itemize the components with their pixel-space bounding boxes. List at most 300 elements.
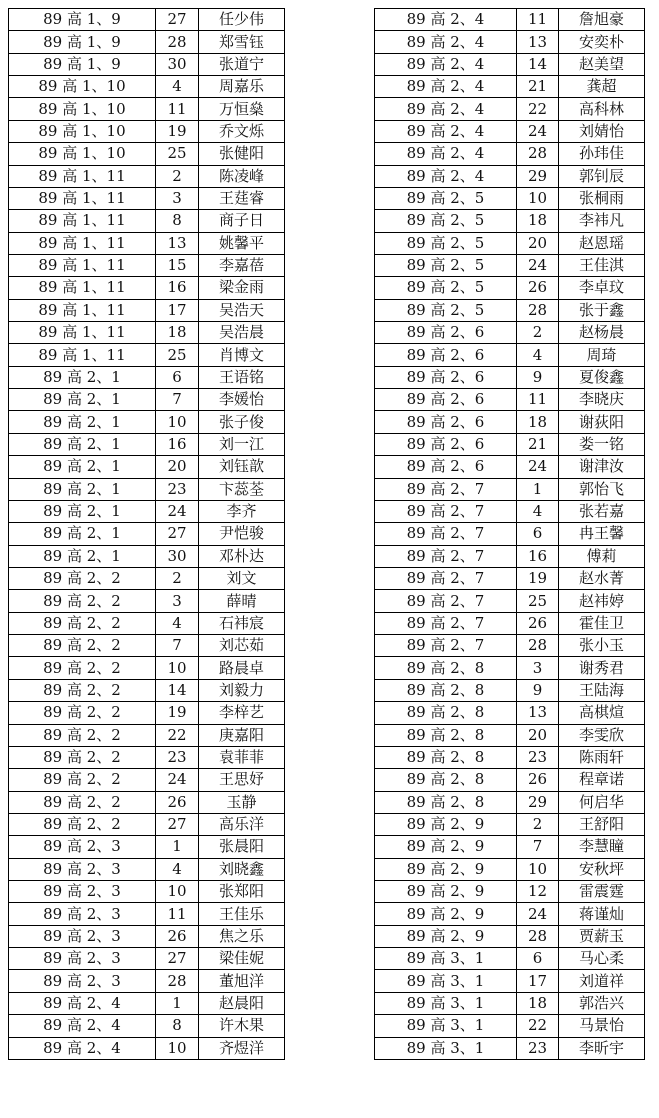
class-cell: 89 高 2、3 — [9, 925, 156, 947]
name-cell: 娄一铭 — [559, 433, 645, 455]
table-row — [9, 76, 285, 98]
name-cell: 孙玮佳 — [559, 143, 645, 165]
number-cell: 21 — [517, 433, 559, 455]
class-cell: 89 高 2、2 — [9, 791, 156, 813]
number-cell: 20 — [517, 232, 559, 254]
class-cell: 89 高 2、9 — [375, 881, 517, 903]
number-cell: 29 — [517, 165, 559, 187]
class-cell: 89 高 2、1 — [9, 366, 156, 388]
table-row — [9, 523, 285, 545]
name-cell: 齐煜洋 — [199, 1037, 285, 1059]
table-row — [9, 612, 285, 634]
class-cell: 89 高 1、11 — [9, 322, 156, 344]
table-row — [375, 1015, 645, 1037]
table-row — [375, 254, 645, 276]
name-cell: 李慧瞳 — [559, 836, 645, 858]
table-row — [375, 858, 645, 880]
name-cell: 刘芯茹 — [199, 635, 285, 657]
table-row — [9, 948, 285, 970]
table-row — [375, 210, 645, 232]
number-cell: 4 — [517, 500, 559, 522]
table-row — [375, 567, 645, 589]
table-row — [9, 478, 285, 500]
number-cell: 28 — [517, 299, 559, 321]
number-cell: 26 — [156, 925, 199, 947]
name-cell: 尹恺骏 — [199, 523, 285, 545]
name-cell: 周琦 — [559, 344, 645, 366]
number-cell: 27 — [156, 523, 199, 545]
name-cell: 陈雨轩 — [559, 746, 645, 768]
table-row — [375, 433, 645, 455]
name-cell: 陈凌峰 — [199, 165, 285, 187]
table-row — [375, 9, 645, 31]
table-row — [9, 590, 285, 612]
number-cell: 23 — [156, 746, 199, 768]
class-cell: 89 高 1、11 — [9, 277, 156, 299]
table-row — [375, 344, 645, 366]
name-cell: 王语铭 — [199, 366, 285, 388]
name-cell: 玉静 — [199, 791, 285, 813]
table-row — [9, 254, 285, 276]
number-cell: 26 — [517, 612, 559, 634]
number-cell: 13 — [517, 702, 559, 724]
number-cell: 16 — [156, 277, 199, 299]
table-row — [375, 456, 645, 478]
number-cell: 1 — [156, 992, 199, 1014]
class-cell: 89 高 2、1 — [9, 389, 156, 411]
name-cell: 刘一江 — [199, 433, 285, 455]
name-cell: 安奕朴 — [559, 31, 645, 53]
class-cell: 89 高 2、1 — [9, 478, 156, 500]
class-cell: 89 高 2、8 — [375, 679, 517, 701]
name-cell: 刘婧怡 — [559, 120, 645, 142]
table-row — [375, 31, 645, 53]
class-cell: 89 高 1、11 — [9, 254, 156, 276]
class-cell: 89 高 1、9 — [9, 53, 156, 75]
table-row — [375, 903, 645, 925]
name-cell: 赵袆婷 — [559, 590, 645, 612]
left-table-body — [9, 9, 285, 1060]
class-cell: 89 高 2、8 — [375, 724, 517, 746]
name-cell: 蒋谨灿 — [559, 903, 645, 925]
table-row — [9, 143, 285, 165]
name-cell: 李媛怡 — [199, 389, 285, 411]
table-row — [375, 813, 645, 835]
table-row — [9, 635, 285, 657]
number-cell: 14 — [517, 53, 559, 75]
name-cell: 王莛睿 — [199, 187, 285, 209]
table-row — [9, 210, 285, 232]
class-cell: 89 高 2、2 — [9, 567, 156, 589]
class-cell: 89 高 2、3 — [9, 858, 156, 880]
table-row — [375, 702, 645, 724]
number-cell: 18 — [517, 992, 559, 1014]
name-cell: 郭怡飞 — [559, 478, 645, 500]
class-cell: 89 高 2、8 — [375, 769, 517, 791]
class-cell: 89 高 2、5 — [375, 232, 517, 254]
class-cell: 89 高 2、2 — [9, 679, 156, 701]
class-cell: 89 高 1、10 — [9, 120, 156, 142]
number-cell: 7 — [517, 836, 559, 858]
name-cell: 王陆海 — [559, 679, 645, 701]
class-cell: 89 高 2、2 — [9, 657, 156, 679]
name-cell: 王佳乐 — [199, 903, 285, 925]
number-cell: 13 — [517, 31, 559, 53]
name-cell: 张道宁 — [199, 53, 285, 75]
name-cell: 赵杨晨 — [559, 322, 645, 344]
name-cell: 张小玉 — [559, 635, 645, 657]
name-cell: 万恒燊 — [199, 98, 285, 120]
number-cell: 19 — [156, 120, 199, 142]
number-cell: 18 — [517, 210, 559, 232]
number-cell: 28 — [517, 635, 559, 657]
name-cell: 郭钊辰 — [559, 165, 645, 187]
class-cell: 89 高 2、5 — [375, 254, 517, 276]
number-cell: 22 — [517, 1015, 559, 1037]
class-cell: 89 高 2、9 — [375, 903, 517, 925]
number-cell: 27 — [156, 9, 199, 31]
name-cell: 刘道祥 — [559, 970, 645, 992]
number-cell: 12 — [517, 881, 559, 903]
class-cell: 89 高 1、9 — [9, 9, 156, 31]
class-cell: 89 高 2、6 — [375, 366, 517, 388]
number-cell: 10 — [156, 657, 199, 679]
name-cell: 张子俊 — [199, 411, 285, 433]
name-cell: 李雯欣 — [559, 724, 645, 746]
table-row — [9, 769, 285, 791]
table-row — [375, 187, 645, 209]
class-cell: 89 高 1、9 — [9, 31, 156, 53]
name-cell: 郑雪钰 — [199, 31, 285, 53]
name-cell: 高乐洋 — [199, 813, 285, 835]
table-row — [9, 970, 285, 992]
name-cell: 姚馨平 — [199, 232, 285, 254]
number-cell: 10 — [156, 881, 199, 903]
table-row — [375, 120, 645, 142]
number-cell: 13 — [156, 232, 199, 254]
table-row — [375, 769, 645, 791]
class-cell: 89 高 2、5 — [375, 187, 517, 209]
number-cell: 23 — [517, 1037, 559, 1059]
table-row — [9, 903, 285, 925]
class-cell: 89 高 1、11 — [9, 187, 156, 209]
number-cell: 4 — [156, 612, 199, 634]
number-cell: 27 — [156, 948, 199, 970]
table-row — [9, 366, 285, 388]
class-cell: 89 高 2、3 — [9, 970, 156, 992]
table-row — [9, 1037, 285, 1059]
name-cell: 赵美望 — [559, 53, 645, 75]
name-cell: 何启华 — [559, 791, 645, 813]
class-cell: 89 高 3、1 — [375, 1015, 517, 1037]
table-row — [375, 612, 645, 634]
number-cell: 8 — [156, 210, 199, 232]
table-row — [9, 411, 285, 433]
number-cell: 7 — [156, 389, 199, 411]
name-cell: 周嘉乐 — [199, 76, 285, 98]
class-cell: 89 高 2、2 — [9, 590, 156, 612]
table-row — [9, 456, 285, 478]
name-cell: 马景怡 — [559, 1015, 645, 1037]
number-cell: 10 — [517, 187, 559, 209]
number-cell: 22 — [156, 724, 199, 746]
name-cell: 李卓玟 — [559, 277, 645, 299]
class-cell: 89 高 2、3 — [9, 903, 156, 925]
table-row — [375, 98, 645, 120]
number-cell: 11 — [156, 98, 199, 120]
class-cell: 89 高 2、4 — [375, 165, 517, 187]
class-cell: 89 高 2、2 — [9, 769, 156, 791]
name-cell: 夏俊鑫 — [559, 366, 645, 388]
name-cell: 谢秀君 — [559, 657, 645, 679]
table-row — [375, 746, 645, 768]
table-row — [375, 992, 645, 1014]
name-cell: 贾薪玉 — [559, 925, 645, 947]
table-row — [375, 948, 645, 970]
table-row — [9, 389, 285, 411]
table-row — [9, 120, 285, 142]
class-cell: 89 高 2、9 — [375, 813, 517, 835]
number-cell: 11 — [517, 9, 559, 31]
name-cell: 任少伟 — [199, 9, 285, 31]
number-cell: 10 — [517, 858, 559, 880]
table-row — [9, 9, 285, 31]
class-cell: 89 高 2、4 — [9, 1015, 156, 1037]
class-cell: 89 高 2、6 — [375, 433, 517, 455]
number-cell: 21 — [517, 76, 559, 98]
class-cell: 89 高 2、7 — [375, 635, 517, 657]
class-cell: 89 高 2、1 — [9, 456, 156, 478]
class-cell: 89 高 2、5 — [375, 299, 517, 321]
number-cell: 28 — [156, 31, 199, 53]
class-cell: 89 高 2、6 — [375, 322, 517, 344]
class-cell: 89 高 2、2 — [9, 635, 156, 657]
class-cell: 89 高 1、10 — [9, 98, 156, 120]
number-cell: 19 — [517, 567, 559, 589]
number-cell: 26 — [517, 769, 559, 791]
table-row — [9, 299, 285, 321]
class-cell: 89 高 2、7 — [375, 612, 517, 634]
class-cell: 89 高 2、8 — [375, 791, 517, 813]
name-cell: 肖博文 — [199, 344, 285, 366]
class-cell: 89 高 2、5 — [375, 277, 517, 299]
table-row — [9, 344, 285, 366]
table-row — [9, 881, 285, 903]
number-cell: 15 — [156, 254, 199, 276]
table-row — [375, 411, 645, 433]
class-cell: 89 高 2、1 — [9, 433, 156, 455]
number-cell: 20 — [156, 456, 199, 478]
name-cell: 商子日 — [199, 210, 285, 232]
number-cell: 28 — [156, 970, 199, 992]
number-cell: 29 — [517, 791, 559, 813]
table-row — [9, 791, 285, 813]
number-cell: 6 — [517, 948, 559, 970]
number-cell: 28 — [517, 143, 559, 165]
number-cell: 16 — [517, 545, 559, 567]
class-cell: 89 高 2、1 — [9, 523, 156, 545]
name-cell: 张晨阳 — [199, 836, 285, 858]
table-row — [375, 389, 645, 411]
name-cell: 霍佳卫 — [559, 612, 645, 634]
table-row — [9, 277, 285, 299]
name-cell: 石袆宸 — [199, 612, 285, 634]
name-cell: 许木果 — [199, 1015, 285, 1037]
table-row — [9, 657, 285, 679]
class-cell: 89 高 2、2 — [9, 724, 156, 746]
number-cell: 24 — [517, 903, 559, 925]
class-cell: 89 高 2、3 — [9, 836, 156, 858]
table-row — [9, 98, 285, 120]
name-cell: 吴浩晨 — [199, 322, 285, 344]
number-cell: 1 — [517, 478, 559, 500]
number-cell: 28 — [517, 925, 559, 947]
table-row — [9, 232, 285, 254]
class-cell: 89 高 1、11 — [9, 210, 156, 232]
table-row — [9, 925, 285, 947]
table-row — [375, 143, 645, 165]
number-cell: 25 — [156, 344, 199, 366]
name-cell: 张桐雨 — [559, 187, 645, 209]
class-cell: 89 高 2、4 — [375, 98, 517, 120]
number-cell: 11 — [156, 903, 199, 925]
table-row — [9, 702, 285, 724]
name-cell: 薛晴 — [199, 590, 285, 612]
class-cell: 89 高 3、1 — [375, 970, 517, 992]
name-cell: 邓朴达 — [199, 545, 285, 567]
number-cell: 30 — [156, 545, 199, 567]
number-cell: 9 — [517, 679, 559, 701]
class-cell: 89 高 2、4 — [9, 1037, 156, 1059]
table-row — [375, 76, 645, 98]
number-cell: 24 — [156, 769, 199, 791]
table-row — [375, 635, 645, 657]
name-cell: 梁金雨 — [199, 277, 285, 299]
number-cell: 26 — [156, 791, 199, 813]
class-cell: 89 高 2、4 — [375, 53, 517, 75]
number-cell: 17 — [156, 299, 199, 321]
class-cell: 89 高 2、4 — [375, 143, 517, 165]
class-cell: 89 高 2、7 — [375, 523, 517, 545]
class-cell: 89 高 1、11 — [9, 344, 156, 366]
table-row — [375, 881, 645, 903]
name-cell: 焦之乐 — [199, 925, 285, 947]
class-cell: 89 高 2、4 — [375, 120, 517, 142]
class-cell: 89 高 2、2 — [9, 746, 156, 768]
class-cell: 89 高 2、3 — [9, 948, 156, 970]
class-cell: 89 高 2、7 — [375, 500, 517, 522]
name-cell: 卞蕊荃 — [199, 478, 285, 500]
number-cell: 6 — [517, 523, 559, 545]
class-cell: 89 高 2、5 — [375, 210, 517, 232]
class-cell: 89 高 2、6 — [375, 411, 517, 433]
number-cell: 2 — [517, 322, 559, 344]
number-cell: 24 — [517, 456, 559, 478]
table-row — [375, 366, 645, 388]
class-cell: 89 高 2、3 — [9, 881, 156, 903]
table-row — [9, 858, 285, 880]
number-cell: 18 — [517, 411, 559, 433]
table-row — [375, 165, 645, 187]
right-table — [374, 8, 645, 1060]
name-cell: 王思妤 — [199, 769, 285, 791]
name-cell: 董旭洋 — [199, 970, 285, 992]
class-cell: 89 高 2、2 — [9, 813, 156, 835]
class-cell: 89 高 2、1 — [9, 500, 156, 522]
class-cell: 89 高 2、4 — [375, 9, 517, 31]
name-cell: 赵晨阳 — [199, 992, 285, 1014]
class-cell: 89 高 3、1 — [375, 948, 517, 970]
number-cell: 3 — [517, 657, 559, 679]
table-row — [9, 836, 285, 858]
table-row — [375, 232, 645, 254]
number-cell: 4 — [517, 344, 559, 366]
left-table — [8, 8, 285, 1060]
table-row — [9, 53, 285, 75]
name-cell: 刘晓鑫 — [199, 858, 285, 880]
number-cell: 10 — [156, 1037, 199, 1059]
class-cell: 89 高 2、8 — [375, 746, 517, 768]
table-row — [9, 433, 285, 455]
table-row — [375, 523, 645, 545]
class-cell: 89 高 1、10 — [9, 143, 156, 165]
number-cell: 27 — [156, 813, 199, 835]
table-row — [9, 567, 285, 589]
name-cell: 马心柔 — [559, 948, 645, 970]
name-cell: 李晓庆 — [559, 389, 645, 411]
name-cell: 李袆凡 — [559, 210, 645, 232]
number-cell: 30 — [156, 53, 199, 75]
name-cell: 赵水菁 — [559, 567, 645, 589]
table-row — [375, 53, 645, 75]
table-row — [375, 322, 645, 344]
name-cell: 郭浩兴 — [559, 992, 645, 1014]
name-cell: 庚嘉阳 — [199, 724, 285, 746]
number-cell: 1 — [156, 836, 199, 858]
name-cell: 高棋煊 — [559, 702, 645, 724]
name-cell: 龚超 — [559, 76, 645, 98]
table-row — [375, 299, 645, 321]
table-row — [9, 322, 285, 344]
class-cell: 89 高 2、9 — [375, 836, 517, 858]
class-cell: 89 高 2、2 — [9, 612, 156, 634]
name-cell: 李昕宇 — [559, 1037, 645, 1059]
right-table-body — [375, 9, 645, 1060]
name-cell: 李嘉蓓 — [199, 254, 285, 276]
table-row — [9, 165, 285, 187]
table-row — [375, 277, 645, 299]
class-cell: 89 高 2、6 — [375, 389, 517, 411]
number-cell: 23 — [517, 746, 559, 768]
number-cell: 18 — [156, 322, 199, 344]
name-cell: 李齐 — [199, 500, 285, 522]
table-row — [9, 746, 285, 768]
table-row — [9, 679, 285, 701]
table-row — [375, 970, 645, 992]
number-cell: 24 — [517, 120, 559, 142]
number-cell: 7 — [156, 635, 199, 657]
table-row — [375, 545, 645, 567]
table-row — [9, 813, 285, 835]
class-cell: 89 高 2、4 — [375, 31, 517, 53]
class-cell: 89 高 2、7 — [375, 590, 517, 612]
name-cell: 程章诺 — [559, 769, 645, 791]
number-cell: 22 — [517, 98, 559, 120]
number-cell: 3 — [156, 590, 199, 612]
number-cell: 25 — [156, 143, 199, 165]
name-cell: 王佳淇 — [559, 254, 645, 276]
class-cell: 89 高 1、11 — [9, 299, 156, 321]
